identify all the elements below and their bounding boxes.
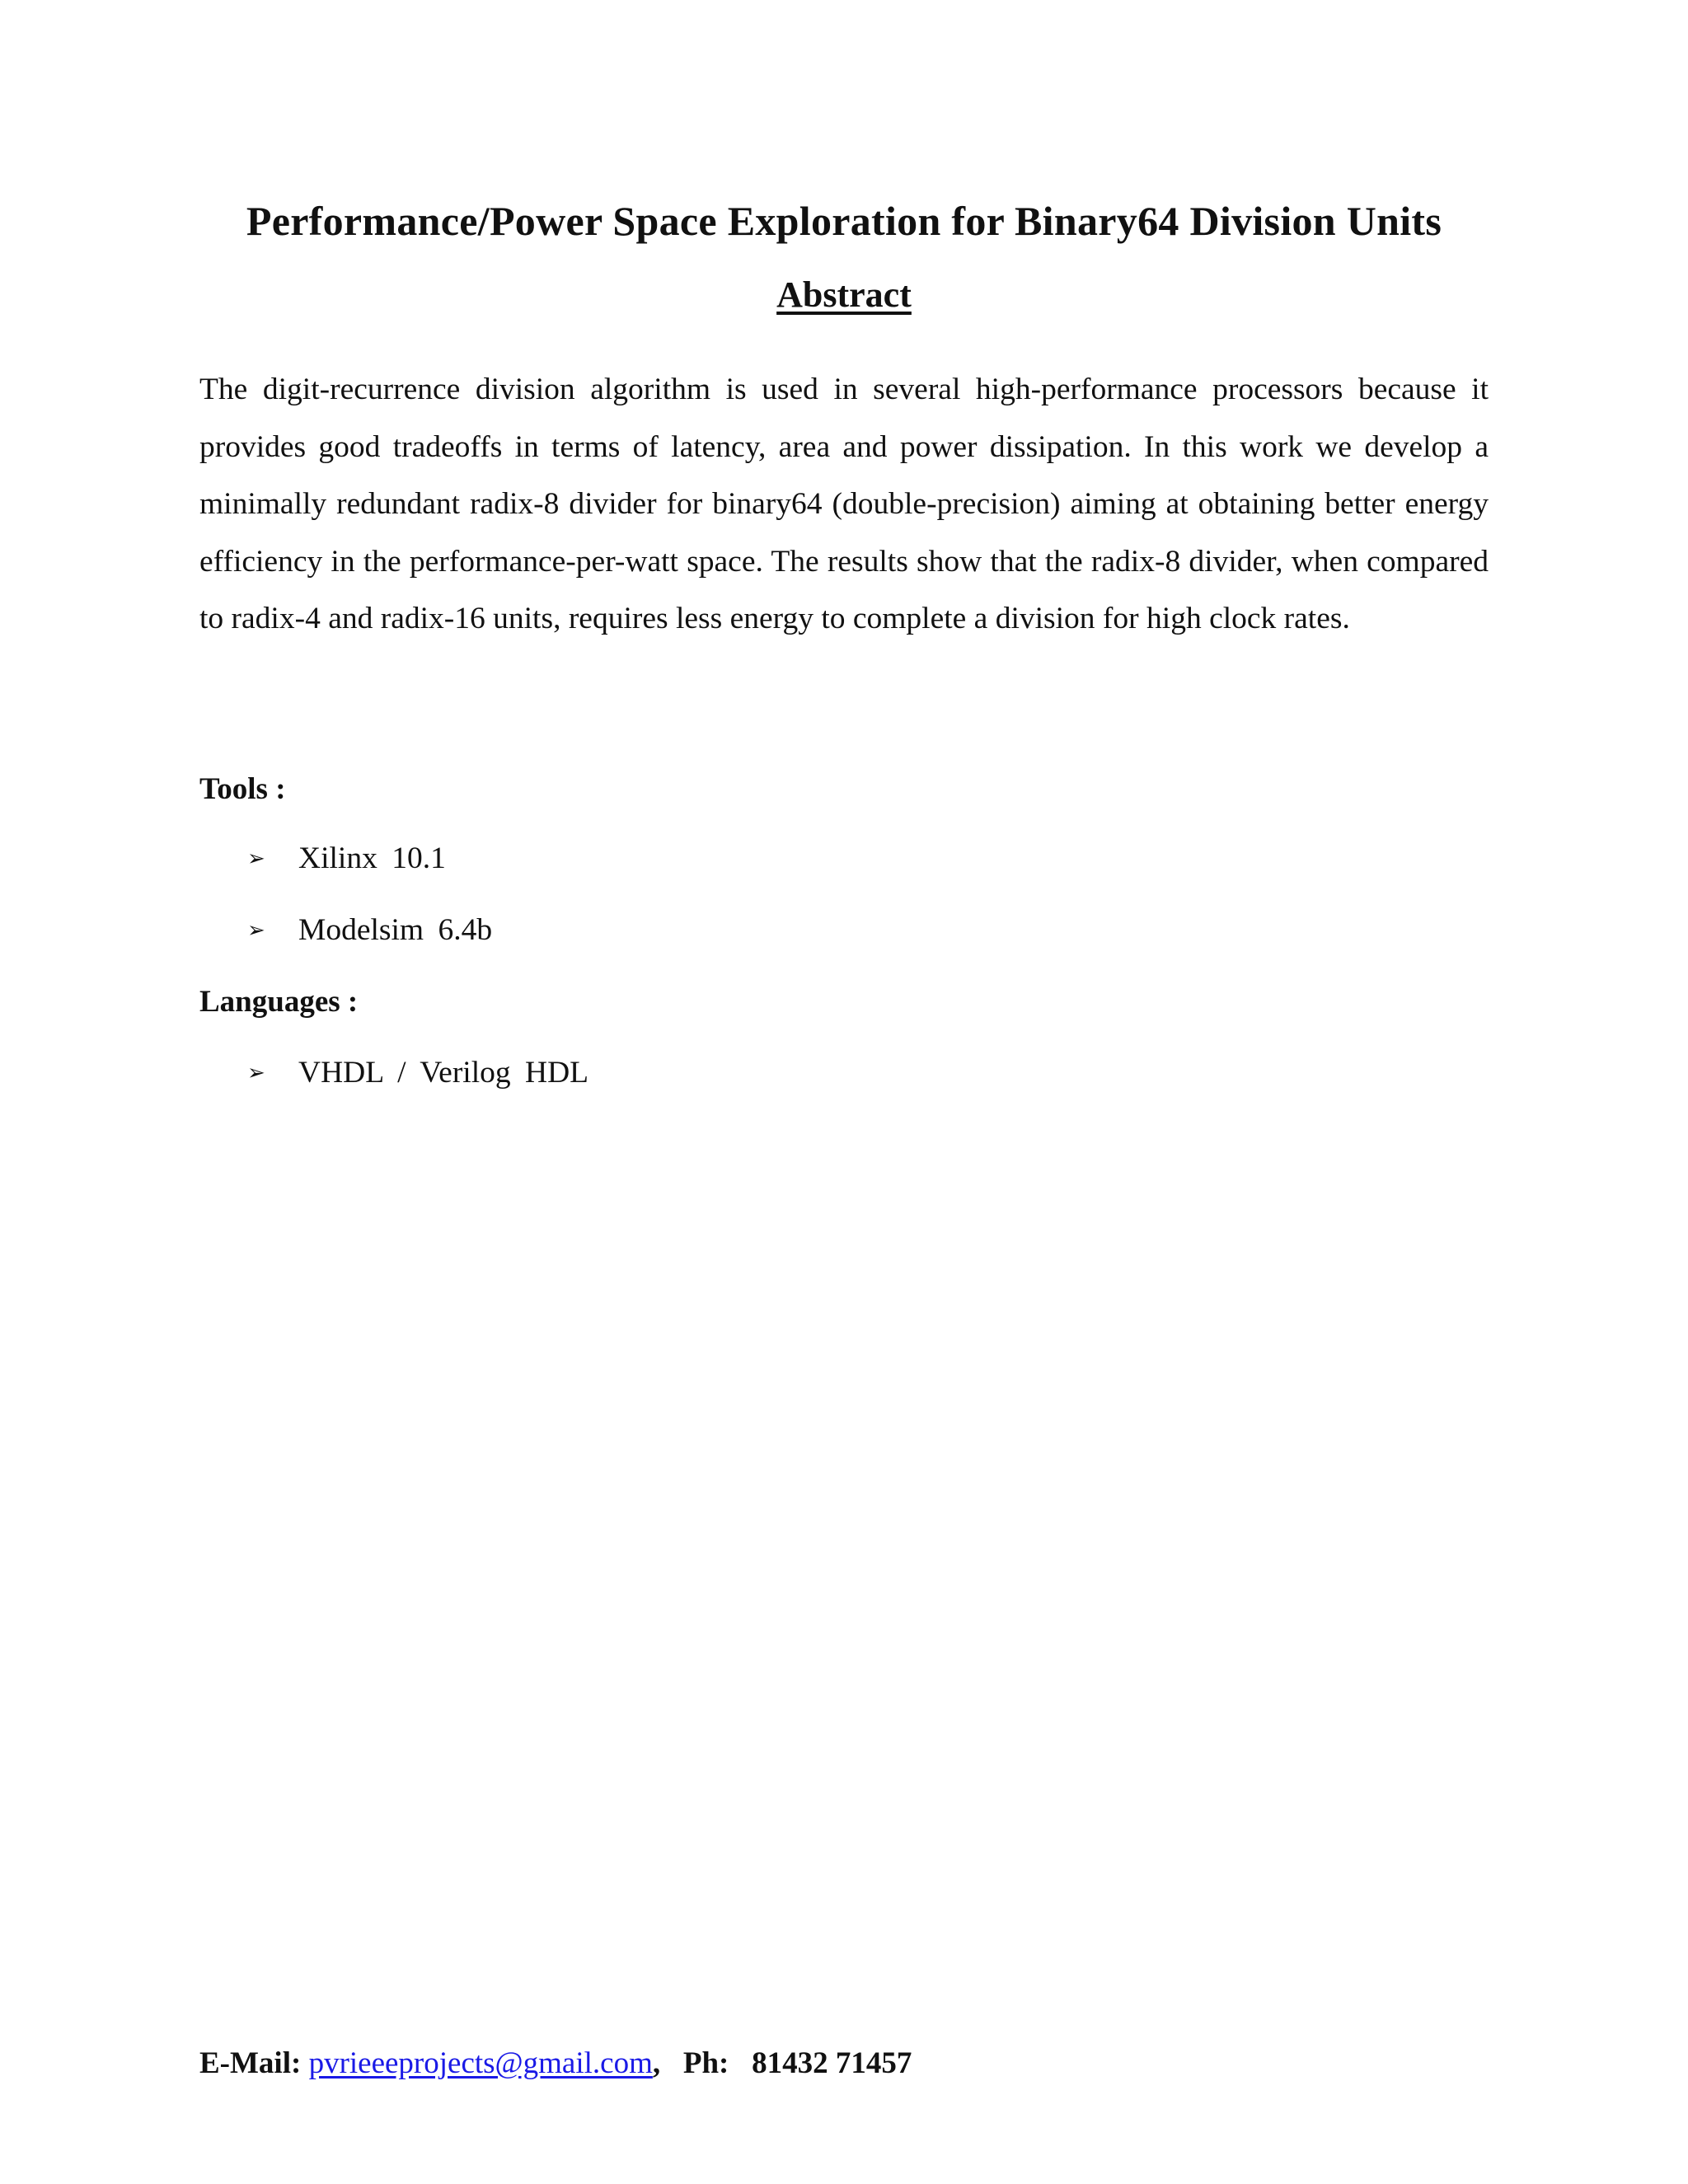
phone-label: Ph: — [682, 2046, 729, 2080]
contact-footer — [199, 2044, 912, 2083]
document-title: Performance/Power Space Exploration for Binary64 Division Units — [246, 198, 1442, 244]
email-label: E-Mail: — [199, 2046, 302, 2080]
arrowhead-bullet-icon: ➢ — [247, 846, 265, 870]
abstract-body: The digit-recurrence division algorithm is used in several high-performance processors because it provides good tradeoffs in terms of latency, area and power dissipation. In this work we develop a minimally redundant radix-8 divider for binary64 (double-precision) aiming at obtaining better energy efficiency in the performance-per-watt space. The results show that the radix-8 divider, when compared to radix-4 and radix-16 units, requires less energy to complete a division for high clock rates. — [199, 373, 1489, 635]
tool-name: Xilinx 10.1 — [298, 841, 446, 875]
arrowhead-bullet-icon: ➢ — [247, 918, 265, 942]
arrowhead-bullet-icon: ➢ — [247, 1061, 265, 1085]
languages-list — [247, 1053, 588, 1125]
tool-name: Modelsim 6.4b — [298, 913, 493, 947]
abstract-heading: Abstract — [776, 274, 912, 315]
list-item — [247, 911, 492, 982]
phone-number: 81432 71457 — [752, 2046, 912, 2080]
language-name: VHDL / Verilog HDL — [298, 1056, 589, 1090]
languages-heading: Languages : — [199, 985, 359, 1019]
list-item — [247, 1053, 588, 1125]
tools-heading: Tools : — [199, 772, 286, 806]
list-item — [247, 839, 492, 911]
tools-list — [247, 839, 492, 982]
email-link[interactable]: pvrieeeprojects@gmail.com — [308, 2046, 653, 2080]
footer-separator: , — [652, 2046, 661, 2080]
